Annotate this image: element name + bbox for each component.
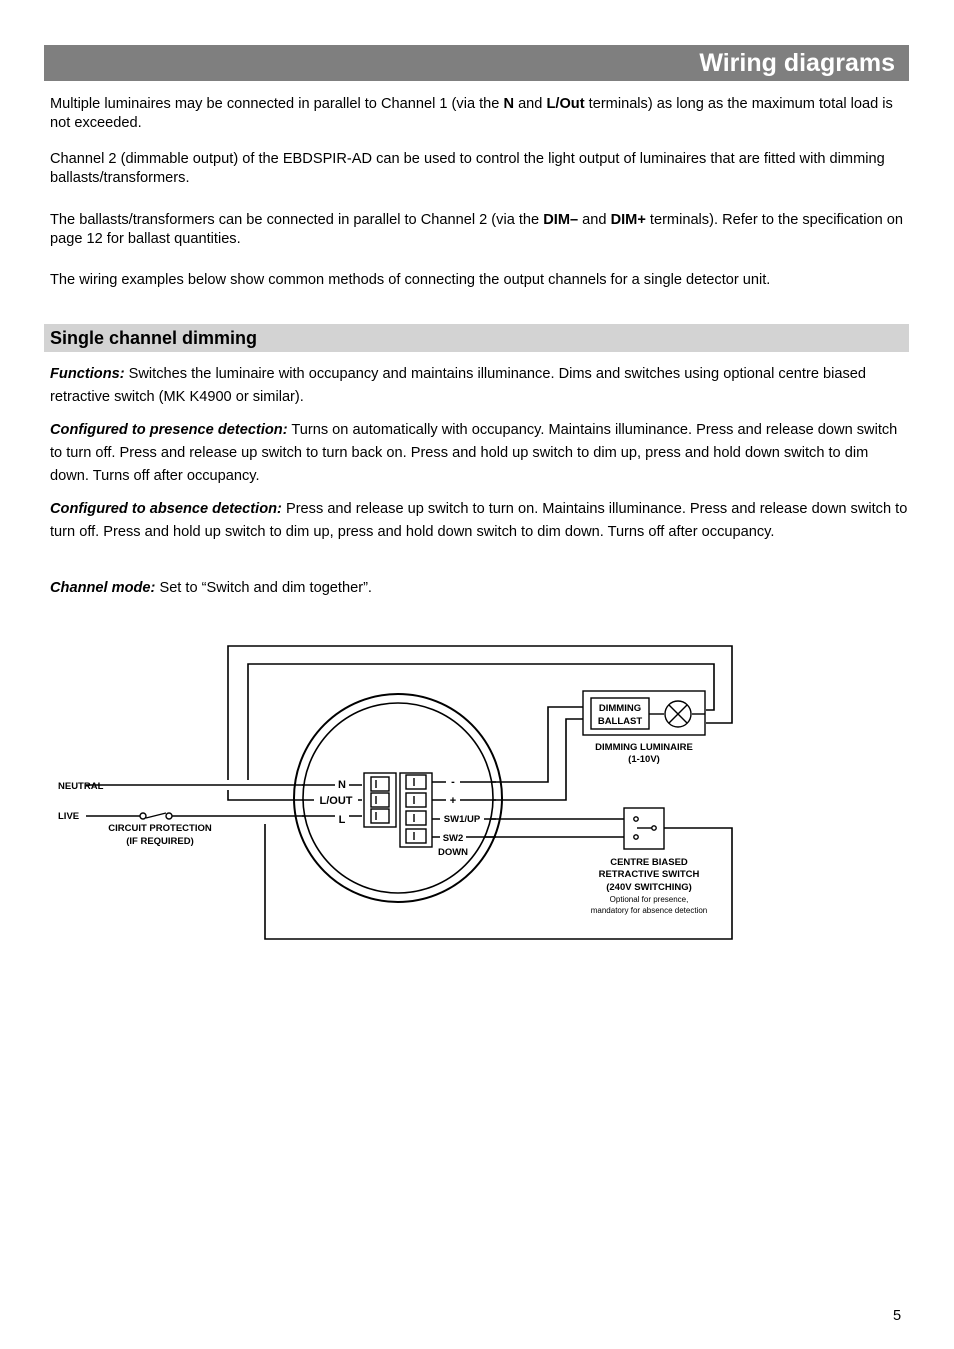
intro-paragraph-1: Multiple luminaires may be connected in parallel to Channel 1 (via the N and L/Out terminals) as long as the maximum total load is not exceeded. — [50, 96, 893, 131]
presence-paragraph: Configured to presence detection: Turns on automatically with occupancy. Maintains illuminance. Press and release down switch to turn off. Press and release up switch to turn back on. Press and hold up switch to dim up, press and hold down switch to dim down. Turns off after occupancy. — [50, 422, 898, 484]
ballast-label: DIMMING — [598, 703, 642, 714]
terminal-sw2-label: SW2 — [442, 833, 464, 844]
absence-paragraph: Configured to absence detection: Press and release up switch to turn on. Maintains illuminance. Press and release down switch to turn off. Press and hold up switch to dim up, press and hold down switch to dim down. Turns off after occupancy. — [50, 501, 908, 540]
intro-paragraph-2: Channel 2 (dimmable output) of the EBDSPIR-AD can be used to control the light output of luminaires that are fitted with dimming ballasts/transformers. — [50, 151, 885, 186]
title-bar — [44, 45, 909, 81]
section-title: Single channel dimming — [50, 328, 258, 348]
switch-note-1: Optional for presence, — [609, 895, 689, 904]
lamp-icon — [665, 701, 691, 727]
luminaire-label: DIMMING LUMINAIRE — [595, 742, 693, 753]
page-number: 5 — [893, 1308, 902, 1324]
section-header — [44, 324, 909, 352]
live-label: LIVE — [58, 811, 80, 822]
switch-note-2: mandatory for absence detection — [590, 906, 708, 915]
terminal-block-right — [400, 773, 432, 847]
switch-label-2: RETRACTIVE SWITCH — [598, 869, 700, 880]
terminal-down-label: DOWN — [437, 847, 469, 858]
ballast-label-2: BALLAST — [597, 716, 643, 727]
neutral-label: NEUTRAL — [58, 781, 104, 792]
terminal-lout-label: L/OUT — [319, 795, 353, 807]
terminal-minus-label: - — [451, 776, 455, 788]
wiring-diagram — [0, 630, 954, 950]
intro-paragraph-4: The wiring examples below show common methods of connecting the output channels for a single detector unit. — [50, 272, 771, 288]
retractive-switch-icon — [624, 808, 664, 849]
terminal-l-label: L — [338, 814, 346, 826]
circuit-protection-note: (IF REQUIRED) — [126, 836, 194, 847]
terminal-block-left — [364, 773, 396, 827]
fuse-icon — [140, 813, 172, 819]
terminal-plus-label: + — [449, 795, 457, 807]
terminal-n-label: N — [338, 779, 346, 791]
page-title: Wiring diagrams — [699, 49, 895, 77]
switch-label-3: (240V SWITCHING) — [606, 882, 692, 893]
terminal-sw1-label: SW1/UP — [443, 814, 481, 825]
channel-mode-paragraph: Channel mode: Set to “Switch and dim together”. — [50, 580, 372, 596]
luminaire-spec: (1-10V) — [628, 754, 660, 765]
intro-paragraph-3: The ballasts/transformers can be connected in parallel to Channel 2 (via the DIM– and DIM+ terminals). Refer to the specification on page 12 for ballast quantities. — [50, 212, 903, 247]
circuit-protection-label: CIRCUIT PROTECTION — [108, 823, 212, 834]
functions-paragraph: Functions: Switches the luminaire with occupancy and maintains illuminance. Dims and switches using optional centre biased retractive switch (MK K4900 or similar). — [50, 366, 867, 405]
switch-label-1: CENTRE BIASED — [610, 857, 688, 868]
